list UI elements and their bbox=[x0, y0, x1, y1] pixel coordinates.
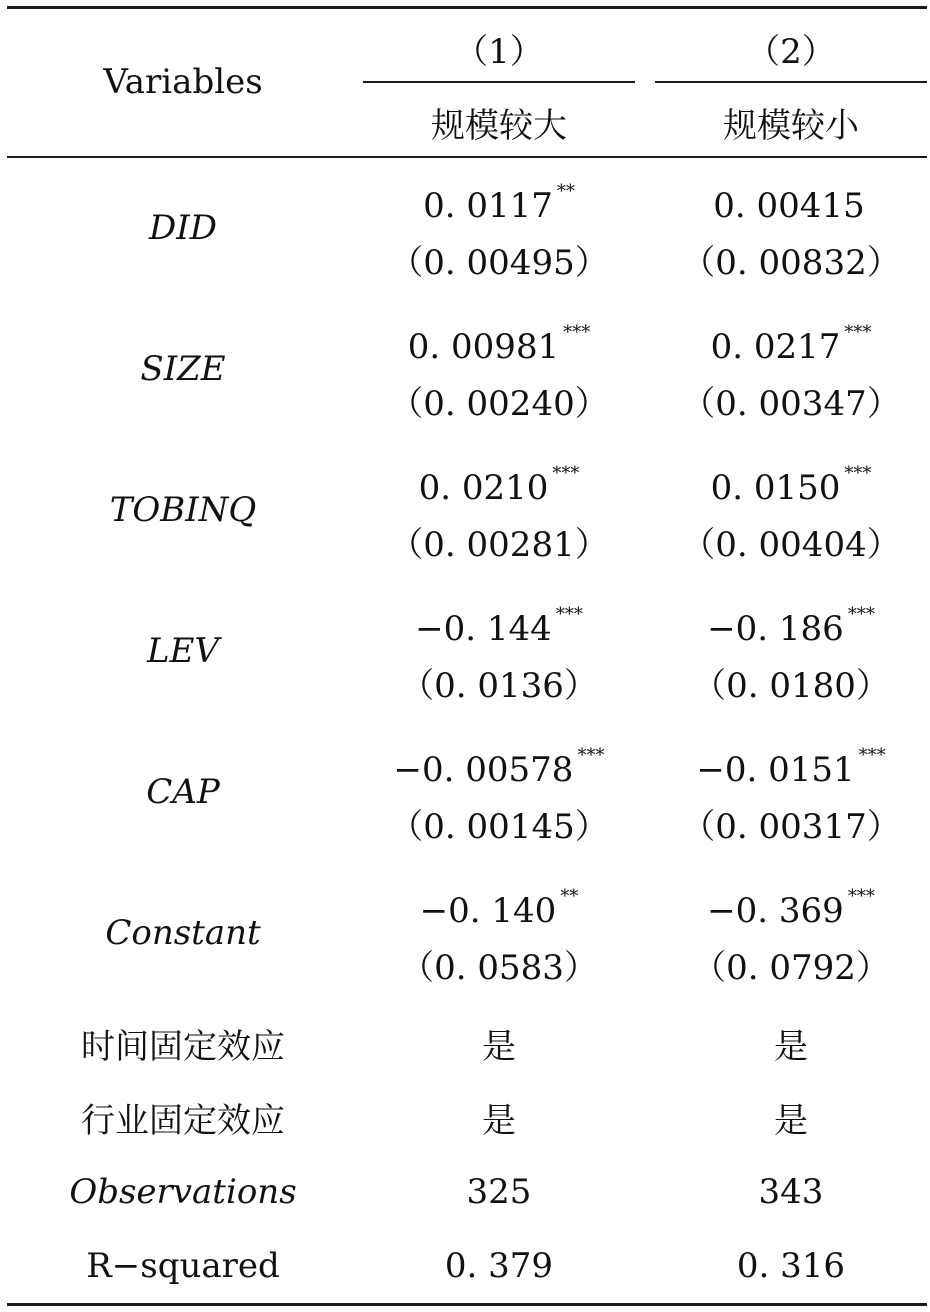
column-1-header-rule bbox=[363, 81, 635, 83]
r-squared-col1: 0. 379 bbox=[444, 1246, 554, 1286]
significance-stars: *** bbox=[577, 745, 605, 766]
coef-value: −0. 00578 bbox=[393, 750, 574, 790]
row-label-did: DID bbox=[149, 208, 217, 248]
coef-value: 0. 0117 bbox=[423, 186, 553, 226]
row-label-size: SIZE bbox=[140, 349, 226, 389]
coef-constant-col1 bbox=[363, 886, 635, 931]
coef-value: −0. 186 bbox=[707, 609, 844, 649]
column-2-label: 规模较小 bbox=[723, 106, 859, 146]
significance-stars: *** bbox=[563, 322, 591, 343]
coef-value: 0. 00415 bbox=[713, 186, 865, 226]
coef-tobinq-col2 bbox=[655, 463, 927, 508]
coef-value: 0. 00981 bbox=[407, 327, 560, 367]
se-lev-col1: （0. 0136） bbox=[400, 666, 598, 706]
column-2-number: （2） bbox=[746, 32, 836, 72]
bottom-rule bbox=[7, 1303, 927, 1306]
se-constant-col2: （0. 0792） bbox=[692, 948, 890, 988]
se-tobinq-col1: （0. 00281） bbox=[389, 525, 609, 565]
industry-fe-col2: 是 bbox=[774, 1101, 808, 1141]
coef-lev-col2 bbox=[655, 604, 927, 649]
se-lev-col2: （0. 0180） bbox=[692, 666, 890, 706]
coef-constant-col2 bbox=[655, 886, 927, 931]
variables-header: Variables bbox=[103, 62, 263, 102]
coef-value: −0. 144 bbox=[415, 609, 552, 649]
column-1-number: （1） bbox=[454, 32, 544, 72]
observations-col2: 343 bbox=[758, 1172, 824, 1212]
r-squared-col2: 0. 316 bbox=[736, 1246, 846, 1286]
industry-fe-col1: 是 bbox=[482, 1101, 516, 1141]
coef-size-col2 bbox=[655, 322, 927, 367]
significance-stars: *** bbox=[847, 886, 875, 907]
se-size-col1: （0. 00240） bbox=[389, 384, 609, 424]
se-did-col2: （0. 00832） bbox=[681, 243, 901, 283]
significance-stars: *** bbox=[844, 463, 872, 484]
coef-value: −0. 369 bbox=[707, 891, 844, 931]
row-label-industry-fixed-effects: 行业固定效应 bbox=[81, 1101, 285, 1141]
column-1-label: 规模较大 bbox=[431, 106, 567, 146]
coef-tobinq-col1 bbox=[363, 463, 635, 508]
row-label-r-squared: R−squared bbox=[86, 1246, 280, 1286]
coef-cap-col2 bbox=[655, 745, 927, 790]
significance-stars: *** bbox=[552, 463, 580, 484]
top-rule bbox=[7, 6, 927, 9]
se-cap-col1: （0. 00145） bbox=[389, 807, 609, 847]
row-label-constant: Constant bbox=[105, 913, 261, 953]
se-size-col2: （0. 00347） bbox=[681, 384, 901, 424]
coef-cap-col1 bbox=[363, 745, 635, 790]
row-label-tobinq: TOBINQ bbox=[109, 490, 257, 530]
row-label-observations: Observations bbox=[69, 1172, 297, 1212]
coef-did-col1 bbox=[363, 181, 635, 226]
significance-stars: *** bbox=[844, 322, 872, 343]
time-fe-col1: 是 bbox=[482, 1027, 516, 1067]
column-2-header-rule bbox=[655, 81, 927, 83]
significance-stars: *** bbox=[555, 604, 583, 625]
row-label-time-fixed-effects: 时间固定效应 bbox=[81, 1027, 285, 1067]
significance-stars: *** bbox=[858, 745, 886, 766]
se-constant-col1: （0. 0583） bbox=[400, 948, 598, 988]
significance-stars: ** bbox=[560, 886, 579, 907]
se-tobinq-col2: （0. 00404） bbox=[681, 525, 901, 565]
row-label-cap: CAP bbox=[146, 772, 220, 812]
coef-did-col2 bbox=[655, 181, 927, 226]
significance-stars: *** bbox=[847, 604, 875, 625]
coef-value: 0. 0210 bbox=[418, 468, 549, 508]
coef-value: 0. 0150 bbox=[710, 468, 841, 508]
coef-value: −0. 140 bbox=[419, 891, 557, 931]
coef-size-col1 bbox=[363, 322, 635, 367]
row-label-lev: LEV bbox=[147, 631, 219, 671]
coef-lev-col1 bbox=[363, 604, 635, 649]
se-cap-col2: （0. 00317） bbox=[681, 807, 901, 847]
coef-value: 0. 0217 bbox=[710, 327, 841, 367]
observations-col1: 325 bbox=[466, 1172, 532, 1212]
coef-value: −0. 0151 bbox=[696, 750, 855, 790]
time-fe-col2: 是 bbox=[774, 1027, 808, 1067]
se-did-col1: （0. 00495） bbox=[389, 243, 609, 283]
significance-stars: ** bbox=[556, 181, 575, 202]
header-bottom-rule bbox=[7, 156, 927, 158]
